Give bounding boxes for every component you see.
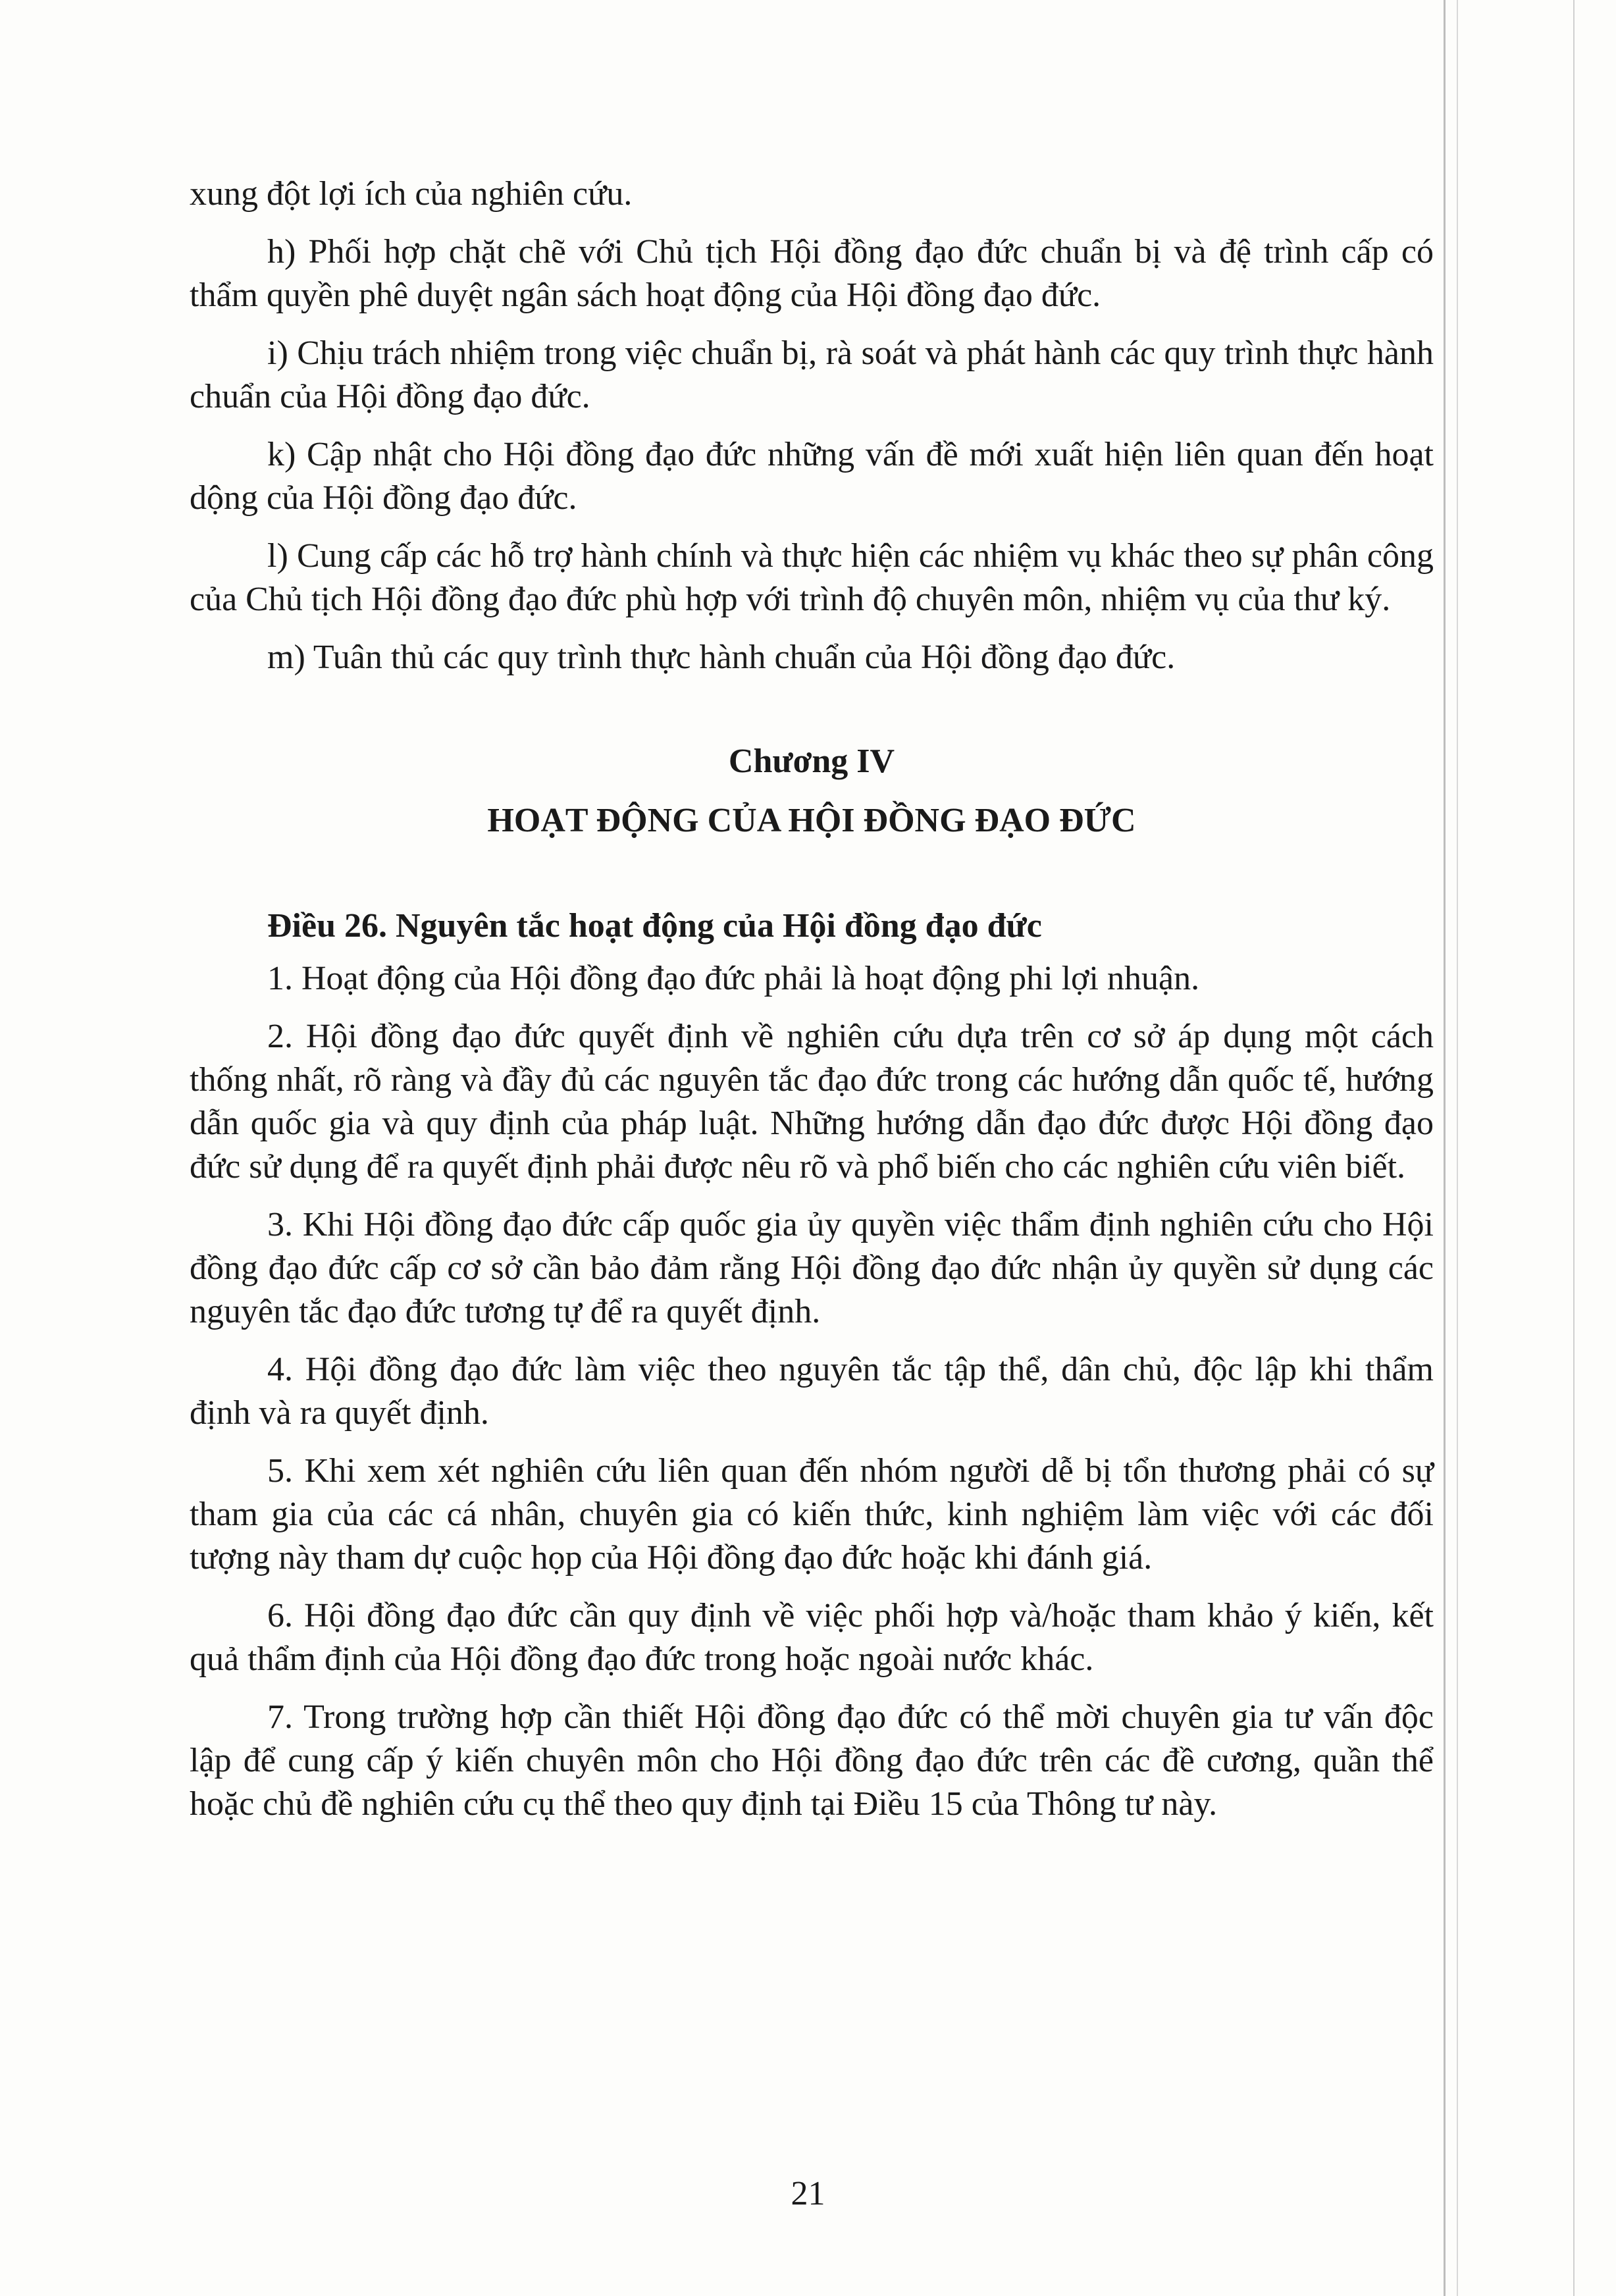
article-item-4: 4. Hội đồng đạo đức làm việc theo nguyên tắc tập thể, dân chủ, độc lập khi thẩm định và ra quyết định.	[190, 1351, 1434, 1432]
article-item-7: 7. Trong trường hợp cần thiết Hội đồng đạo đức có thể mời chuyên gia tư vấn độc lập để cung cấp ý kiến chuyên môn cho Hội đồng đạo đức trên các đề cương, quần thể hoặc chủ đề nghiên cứu cụ thể theo quy định tại Điều 15 của Thông tư này.	[190, 1698, 1434, 1823]
page-edge-line	[1457, 0, 1458, 2296]
chapter-number: Chương IV	[728, 743, 895, 780]
article-item-5: 5. Khi xem xét nghiên cứu liên quan đến nhóm người dễ bị tổn thương phải có sự tham gia của các cá nhân, chuyên gia có kiến thức, kinh nghiệm làm việc với các đối tượng này tham dự cuộc họp của Hội đồng đạo đức hoặc khi đánh giá.	[190, 1452, 1434, 1577]
document-body	[190, 172, 1434, 1840]
paragraph-item-i: i) Chịu trách nhiệm trong việc chuẩn bị, rà soát và phát hành các quy trình thực hành chuẩn của Hội đồng đạo đức.	[190, 334, 1434, 415]
page-number: 21	[791, 2175, 825, 2212]
article-heading: Điều 26. Nguyên tắc hoạt động của Hội đồng đạo đức	[267, 907, 1042, 945]
article-item-1: 1. Hoạt động của Hội đồng đạo đức phải là hoạt động phi lợi nhuận.	[267, 960, 1200, 997]
paragraph-item-m: m) Tuân thủ các quy trình thực hành chuẩn của Hội đồng đạo đức.	[267, 639, 1176, 676]
paragraph-item-k: k) Cập nhật cho Hội đồng đạo đức những vấn đề mới xuất hiện liên quan đến hoạt dộng của Hội đồng đạo đức.	[190, 436, 1434, 517]
page-edge-line	[1444, 0, 1446, 2296]
paragraph-continuation: xung đột lợi ích của nghiên cứu.	[190, 175, 633, 213]
paragraph-item-l: l) Cung cấp các hỗ trợ hành chính và thực hiện các nhiệm vụ khác theo sự phân công của Chủ tịch Hội đồng đạo đức phù hợp với trình độ chuyên môn, nhiệm vụ của thư ký.	[190, 537, 1434, 618]
article-item-6: 6. Hội đồng đạo đức cần quy định về việc phối hợp và/hoặc tham khảo ý kiến, kết quả thẩm định của Hội đồng đạo đức trong hoặc ngoài nước khác.	[190, 1597, 1434, 1678]
page-edge-line	[1573, 0, 1575, 2296]
article-item-3: 3. Khi Hội đồng đạo đức cấp quốc gia ủy quyền việc thẩm định nghiên cứu cho Hội đồng đạo đức cấp cơ sở cần bảo đảm rằng Hội đồng đạo đức nhận ủy quyền sử dụng các nguyên tắc đạo đức tương tự để ra quyết định.	[190, 1206, 1434, 1330]
article-item-2: 2. Hội đồng đạo đức quyết định về nghiên cứu dựa trên cơ sở áp dụng một cách thống nhất, rõ ràng và đầy đủ các nguyên tắc đạo đức trong các hướng dẫn quốc tế, hướng dẫn quốc gia và quy định của pháp luật. Những hướng dẫn đạo đức được Hội đồng đạo đức sử dụng để ra quyết định phải được nêu rõ và phổ biến cho các nghiên cứu viên biết.	[190, 1018, 1434, 1186]
paragraph-item-h: h) Phối hợp chặt chẽ với Chủ tịch Hội đồng đạo đức chuẩn bị và đệ trình cấp có thẩm quyền phê duyệt ngân sách hoạt động của Hội đồng đạo đức.	[190, 233, 1434, 314]
chapter-title: HOẠT ĐỘNG CỦA HỘI ĐỒNG ĐẠO ĐỨC	[487, 802, 1136, 839]
